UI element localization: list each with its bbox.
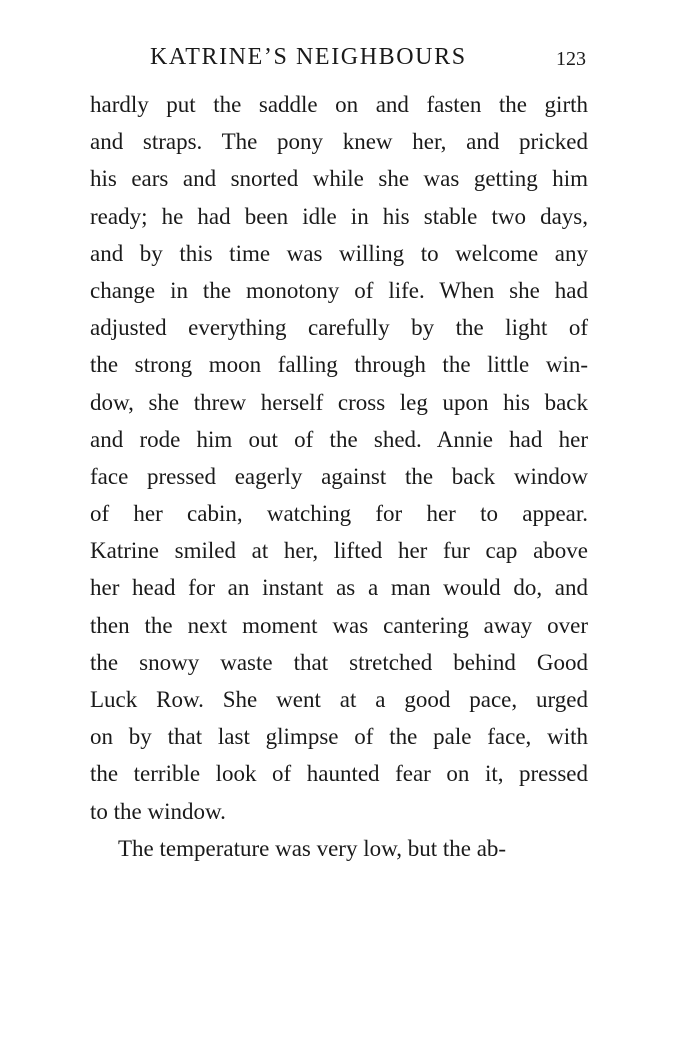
body-text xyxy=(90,86,588,867)
text-line: adjusted everything carefully by the light of xyxy=(90,315,588,341)
text-line: Luck Row. She went at a good pace, urged xyxy=(90,687,588,712)
text-line: change in the monotony of life. When she had xyxy=(90,277,588,303)
text-line-paragraph-start: The temperature was very low, but the ab- xyxy=(118,835,507,861)
text-line: hardly put the saddle on and fasten the girth xyxy=(90,92,588,117)
running-head xyxy=(150,40,590,74)
text-line: and straps. The pony knew her, and pricked xyxy=(90,129,588,155)
text-line: to the window. xyxy=(90,798,226,824)
page-number: 123 xyxy=(556,48,586,70)
text-line: the terrible look of haunted fear on it, pressed xyxy=(90,761,588,787)
text-line: the strong moon falling through the little win- xyxy=(90,352,588,378)
text-line: then the next moment was cantering away over xyxy=(90,612,588,638)
text-line: ready; he had been idle in his stable two days, xyxy=(90,203,588,229)
text-line: his ears and snorted while she was getting him xyxy=(90,166,588,192)
text-line: on by that last glimpse of the pale face, with xyxy=(90,724,588,750)
text-line: face pressed eagerly against the back window xyxy=(90,463,588,489)
running-title: KATRINE’S NEIGHBOURS xyxy=(150,44,467,70)
text-line: and rode him out of the shed. Annie had her xyxy=(90,426,588,452)
text-line: Katrine smiled at her, lifted her fur cap above xyxy=(90,538,588,564)
text-line: dow, she threw herself cross leg upon his back xyxy=(90,389,588,415)
text-line: her head for an instant as a man would do, and xyxy=(90,575,588,601)
text-line: and by this time was willing to welcome any xyxy=(90,240,588,266)
text-line: the snowy waste that stretched behind Good xyxy=(90,649,588,675)
text-line: of her cabin, watching for her to appear. xyxy=(90,501,588,527)
